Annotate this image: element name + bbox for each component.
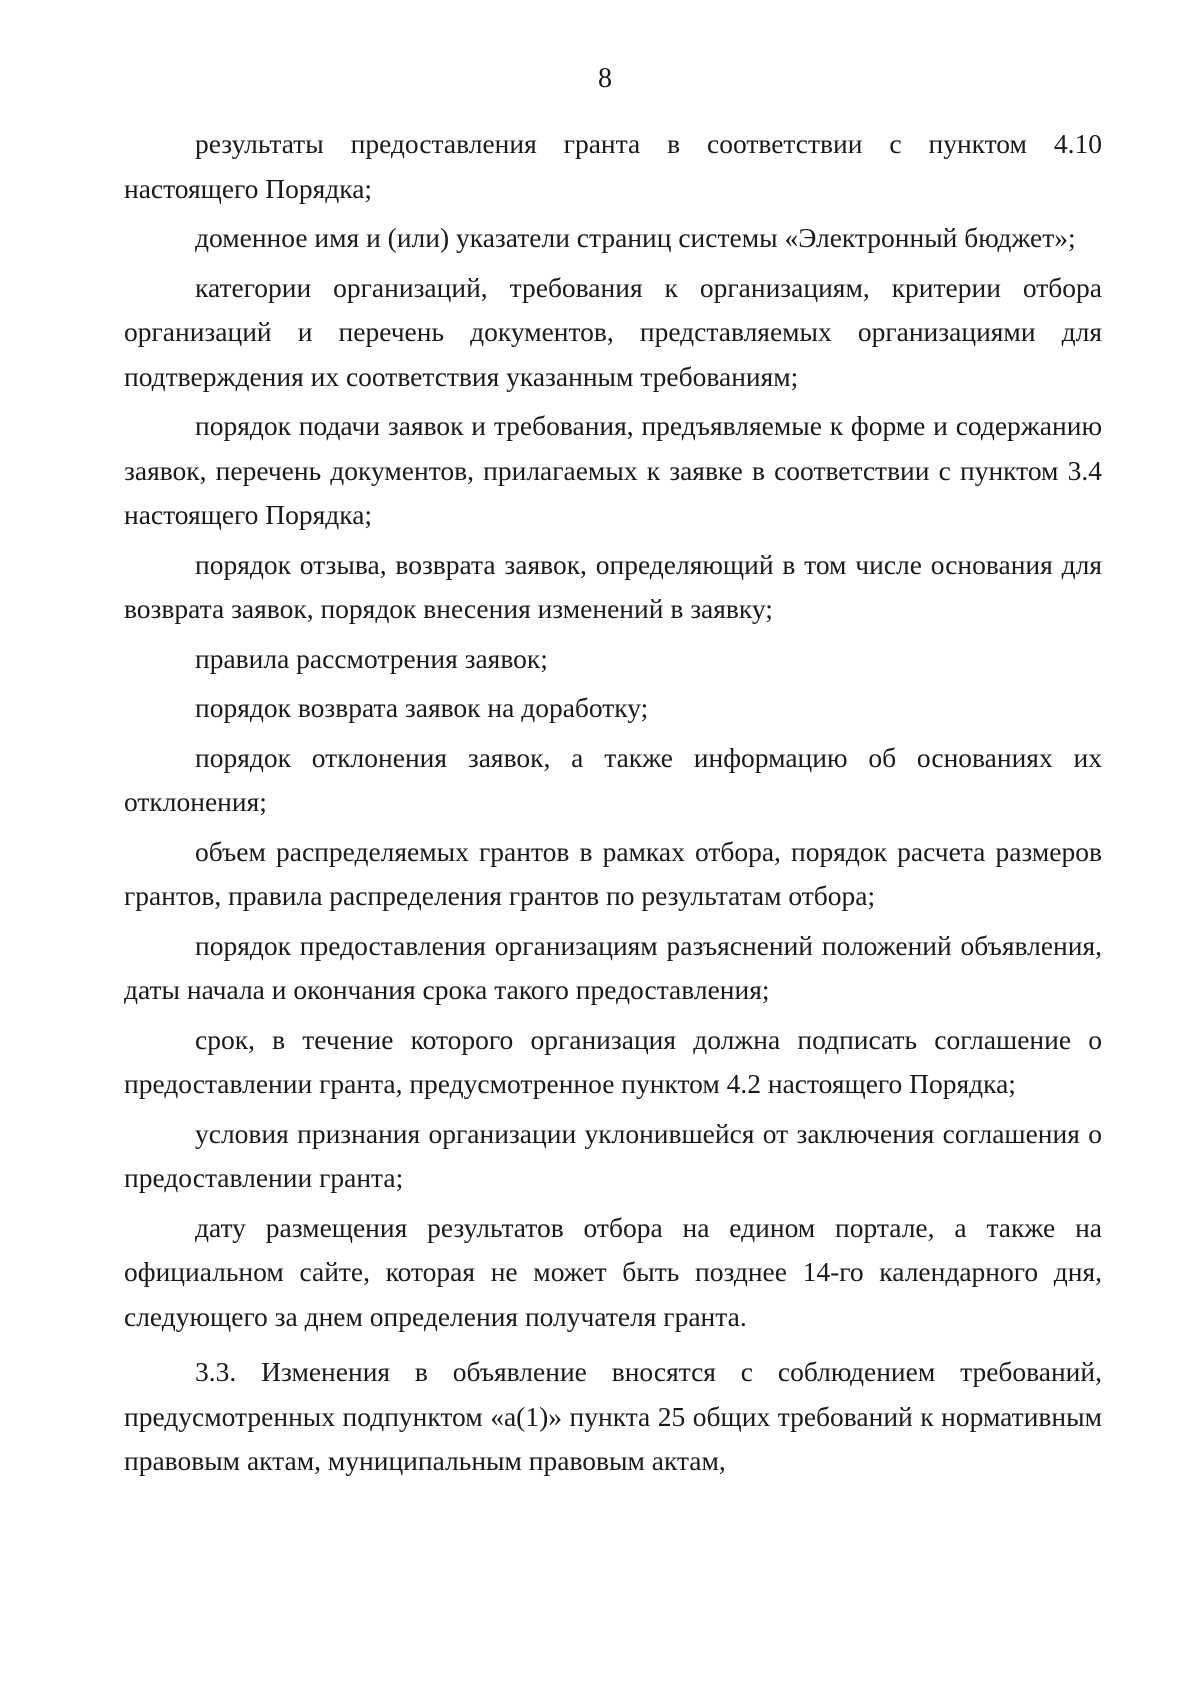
paragraph-clarifications: порядок предоставления организациям разъяснений положений объявления, даты начала и окончания срока такого предоставления; [124,929,1102,1005]
paragraph-organization-categories: категории организаций, требования к организациям, критерии отбора организаций и перечень документов, представляемых организациями для подтверждения их соответствия указанным требованиям; [124,271,1102,392]
paragraph-agreement-deadline: срок, в течение которого организация должна подписать соглашение о предоставлении гранта, предусмотренное пунктом 4.2 настоящего Порядка; [124,1023,1102,1099]
paragraph-rejection-procedure: порядок отклонения заявок, а также информацию об основаниях их отклонения; [124,741,1102,817]
paragraph-application-submission: порядок подачи заявок и требования, предъявляемые к форме и содержанию заявок, перечень документов, прилагаемых к заявке в соответствии с пунктом 3.4 настоящего Порядка; [124,410,1102,530]
paragraph-section-3-3: 3.3. Изменения в объявление вносятся с соблюдением требований, предусмотренных подпунктом «а(1)» пункта 25 общих требований к нормативным правовым актам, муниципальным правовым актам, [124,1356,1102,1476]
paragraph-results-publication: дату размещения результатов отбора на едином портале, а также на официальном сайте, которая не может быть позднее 14-го календарного дня, следующего за днем определения получателя гранта. [124,1211,1102,1332]
paragraph-grant-results: результаты предоставления гранта в соответствии с пунктом 4.10 настоящего Порядка; [124,128,1102,204]
paragraph-review-rules: правила рассмотрения заявок; [195,642,548,674]
document-body [124,122,1102,1489]
paragraph-application-withdrawal: порядок отзыва, возврата заявок, определяющий в том числе основания для возврата заявок, порядок внесения изменений в заявку; [124,548,1102,624]
paragraph-domain-name: доменное имя и (или) указатели страниц системы «Электронный бюджет»; [195,222,1076,253]
page-number: 8 [598,63,612,94]
paragraph-grant-volume: объем распределяемых грантов в рамках отбора, порядок расчета размеров грантов, правила распределения грантов по результатам отбора; [124,835,1102,911]
paragraph-evasion-conditions: условия признания организации уклонившейся от заключения соглашения о предоставлении гранта; [124,1117,1102,1193]
paragraph-return-for-revision: порядок возврата заявок на доработку; [195,692,649,723]
